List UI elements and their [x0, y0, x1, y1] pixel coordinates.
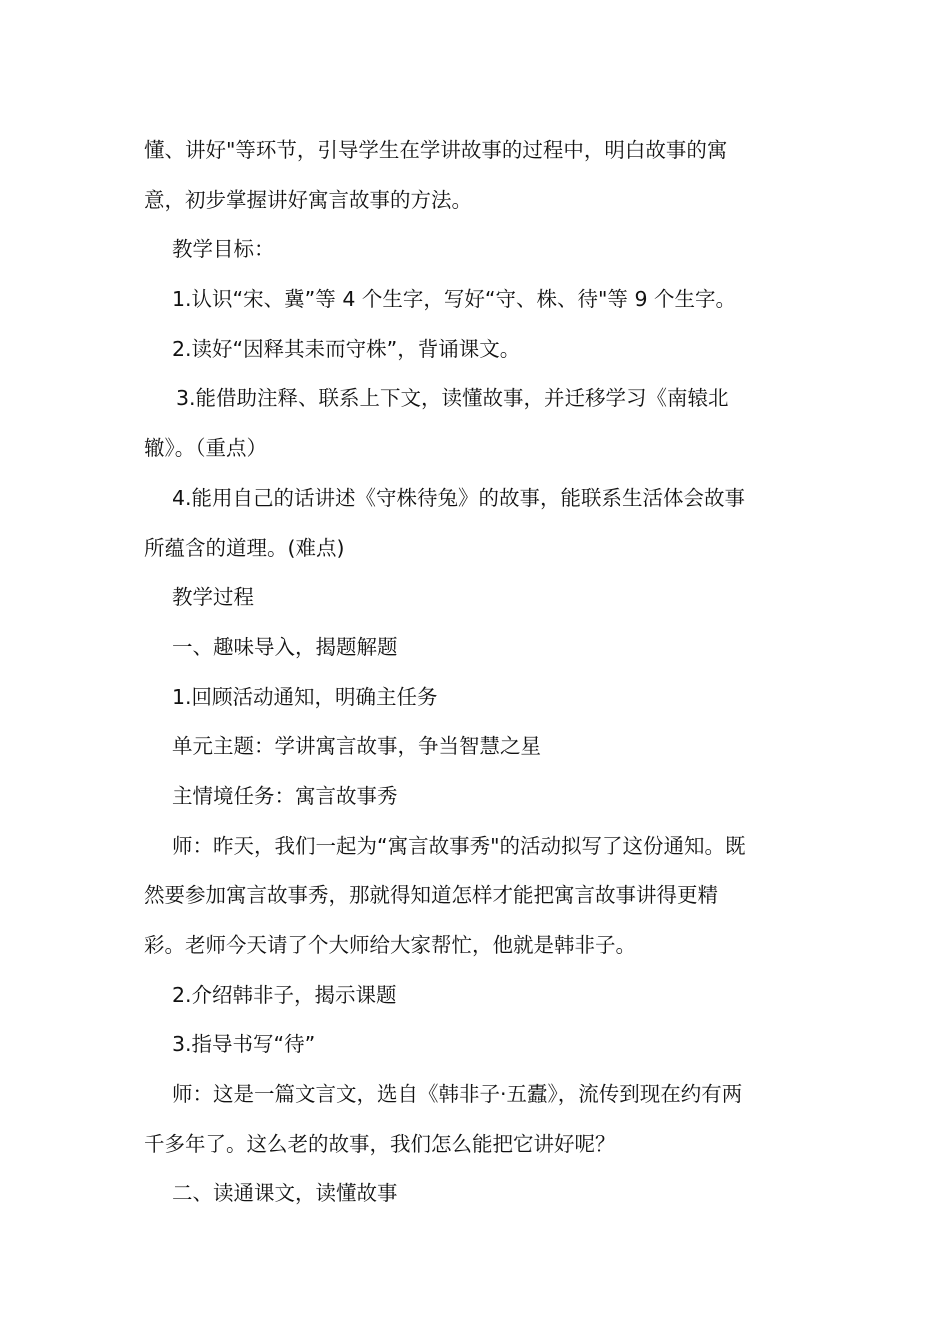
text-line: 3.指导书写“待”	[172, 1032, 316, 1057]
text-line: 彩。老师今天请了个大师给大家帮忙，他就是韩非子。	[144, 933, 636, 957]
text-line: 主情境任务：寓言故事秀	[172, 783, 398, 808]
text-line: 千多年了。这么老的故事，我们怎么能把它讲好呢？	[144, 1131, 616, 1156]
document-body	[144, 126, 808, 1219]
text-line: 1.回顾活动通知，明确主任务	[172, 684, 438, 709]
section-heading: 教学目标：	[172, 237, 275, 262]
text-line: 所蕴含的道理。(难点)	[144, 535, 345, 560]
text-line: 辙》。（重点）	[144, 436, 267, 461]
text-line: 3.能借助注释、联系上下文，读懂故事，并迁移学习《南辕北	[176, 386, 729, 411]
text-line: 师：这是一篇文言文，选自《韩非子·五蠹》，流传到现在约有两	[172, 1082, 743, 1107]
text-line: 单元主题：学讲寓言故事，争当智慧之星	[172, 734, 541, 759]
text-line: 2.介绍韩非子，揭示课题	[172, 982, 397, 1007]
text-line: 师：昨天，我们一起为“寓言故事秀"的活动拟写了这份通知。既	[172, 833, 746, 858]
section-heading: 教学过程	[172, 585, 254, 610]
text-line: 2.读好“因释其耒而守株”，背诵课文。	[172, 336, 521, 361]
text-line: 然要参加寓言故事秀，那就得知道怎样才能把寓言故事讲得更精	[144, 883, 718, 908]
text-line: 1.认识“宋、冀”等 4 个生字，写好“守、株、待"等 9 个生字。	[172, 287, 736, 312]
text-line: 4.能用自己的话讲述《守株待兔》的故事，能联系生活体会故事	[172, 485, 746, 510]
section-heading: 二、读通课文，读懂故事	[172, 1181, 398, 1206]
text-line: 意，初步掌握讲好寓言故事的方法。	[144, 187, 472, 212]
section-heading: 一、趣味导入，揭题解题	[172, 634, 398, 659]
text-line: 懂、讲好"等环节，引导学生在学讲故事的过程中，明白故事的寓	[144, 138, 728, 162]
